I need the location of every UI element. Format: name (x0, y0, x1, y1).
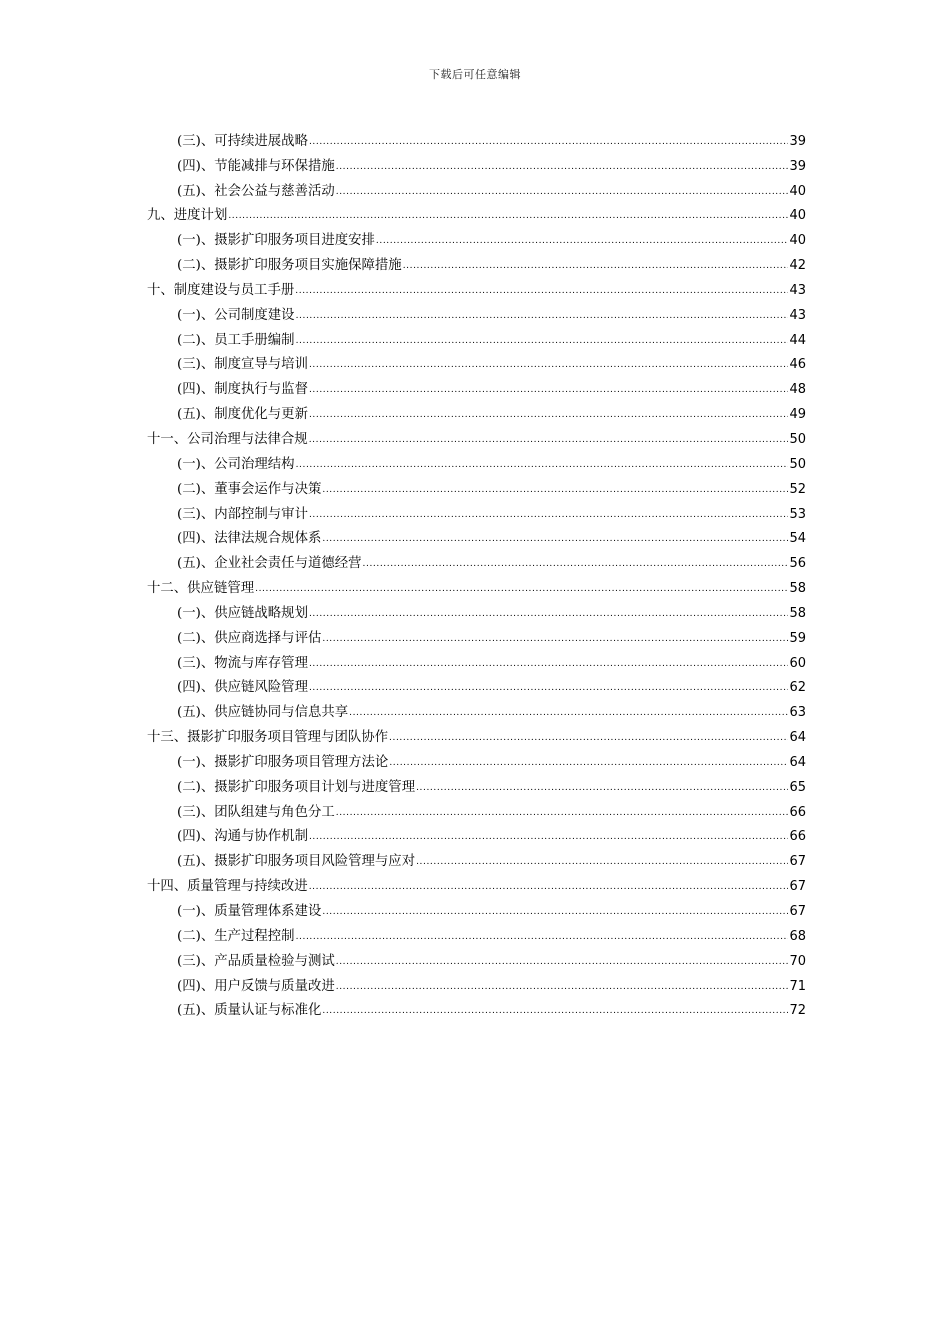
toc-entry-title: 十一、公司治理与法律合规 (147, 431, 308, 447)
toc-page-number: 64 (789, 730, 806, 746)
toc-dot-leader (389, 734, 788, 743)
toc-section-entry[interactable] (147, 797, 806, 822)
toc-dot-leader (309, 511, 788, 520)
toc-section-entry[interactable] (147, 449, 806, 474)
toc-page-number: 58 (789, 605, 806, 621)
toc-section-entry[interactable] (147, 971, 806, 996)
toc-section-entry[interactable] (147, 648, 806, 673)
toc-section-entry[interactable] (147, 325, 806, 350)
toc-page-number: 50 (789, 456, 806, 472)
toc-chapter-entry[interactable] (147, 201, 806, 226)
toc-entry-title: (二)、摄影扩印服务项目计划与进度管理 (177, 779, 416, 795)
toc-dot-leader (322, 1007, 788, 1016)
toc-page-number: 64 (789, 754, 806, 770)
toc-section-entry[interactable] (147, 374, 806, 399)
toc-page-number: 62 (789, 680, 806, 696)
page-header: 下载后可任意编辑 (429, 68, 521, 81)
toc-entry-title: (五)、供应链协同与信息共享 (177, 705, 349, 721)
toc-entry-title: (二)、生产过程控制 (177, 928, 295, 944)
toc-section-entry[interactable] (147, 126, 806, 151)
toc-page-number: 52 (789, 481, 806, 497)
toc-page-number: 44 (789, 332, 806, 348)
toc-dot-leader (376, 237, 789, 246)
toc-page-number: 67 (789, 879, 806, 895)
toc-dot-leader (309, 883, 789, 892)
toc-dot-leader (296, 312, 789, 321)
toc-entry-title: (四)、用户反馈与质量改进 (177, 978, 335, 994)
toc-page-number: 48 (789, 382, 806, 398)
toc-dot-leader (322, 908, 788, 917)
toc-dot-leader (336, 983, 789, 992)
toc-section-entry[interactable] (147, 548, 806, 573)
toc-dot-leader (255, 585, 788, 594)
toc-entry-title: (五)、质量认证与标准化 (177, 1003, 322, 1019)
toc-page-number: 67 (789, 904, 806, 919)
toc-dot-leader (309, 386, 788, 395)
toc-page-number: 58 (789, 581, 806, 597)
toc-dot-leader (322, 535, 788, 544)
toc-page-number: 39 (789, 158, 806, 174)
toc-dot-leader (336, 809, 789, 818)
toc-entry-title: (四)、节能减排与环保措施 (177, 158, 335, 174)
toc-chapter-entry[interactable] (147, 722, 806, 747)
toc-page-number: 43 (789, 307, 806, 323)
toc-chapter-entry[interactable] (147, 275, 806, 300)
toc-dot-leader (296, 461, 789, 470)
toc-section-entry[interactable] (147, 474, 806, 499)
toc-chapter-entry[interactable] (147, 573, 806, 598)
toc-page-number: 63 (789, 705, 806, 721)
toc-dot-leader (309, 411, 788, 420)
toc-entry-title: (三)、内部控制与审计 (177, 506, 308, 522)
toc-section-entry[interactable] (147, 822, 806, 847)
toc-page-number: 59 (789, 630, 806, 646)
toc-entry-title: (三)、制度宣导与培训 (177, 357, 308, 373)
toc-entry-title: 十三、摄影扩印服务项目管理与团队协作 (147, 730, 389, 746)
toc-section-entry[interactable] (147, 846, 806, 871)
toc-page-number: 65 (789, 779, 806, 795)
toc-section-entry[interactable] (147, 399, 806, 424)
toc-dot-leader (309, 660, 788, 669)
toc-section-entry[interactable] (147, 747, 806, 772)
toc-entry-title: (一)、质量管理体系建设 (177, 904, 322, 919)
toc-dot-leader (296, 337, 789, 346)
toc-page-number: 50 (789, 431, 806, 447)
toc-entry-title: (二)、董事会运作与决策 (177, 481, 322, 497)
toc-page-number: 70 (789, 953, 806, 969)
toc-page-number: 40 (789, 208, 806, 224)
toc-page-number: 43 (789, 282, 806, 298)
toc-page-number: 71 (789, 978, 806, 994)
toc-dot-leader (309, 361, 788, 370)
toc-chapter-entry[interactable] (147, 424, 806, 449)
toc-page-number: 40 (789, 233, 806, 249)
toc-entry-title: (三)、物流与库存管理 (177, 655, 308, 671)
toc-chapter-entry[interactable] (147, 871, 806, 896)
toc-section-entry[interactable] (147, 524, 806, 549)
toc-entry-title: (一)、摄影扩印服务项目管理方法论 (177, 754, 389, 770)
toc-entry-title: (一)、供应链战略规划 (177, 605, 308, 621)
toc-entry-title: (二)、供应商选择与评估 (177, 630, 322, 646)
toc-entry-title: (二)、员工手册编制 (177, 332, 295, 348)
toc-section-entry[interactable] (147, 772, 806, 797)
toc-dot-leader (309, 833, 788, 842)
toc-dot-leader (416, 858, 788, 867)
toc-section-entry[interactable] (147, 946, 806, 971)
toc-entry-title: (一)、摄影扩印服务项目进度安排 (177, 233, 375, 249)
toc-entry-title: (一)、公司制度建设 (177, 307, 295, 323)
toc-page-number: 39 (789, 133, 806, 149)
toc-entry-title: (五)、制度优化与更新 (177, 407, 308, 423)
toc-entry-title: (三)、产品质量检验与测试 (177, 953, 335, 969)
toc-entry-title: (一)、公司治理结构 (177, 456, 295, 472)
toc-entry-title: (五)、摄影扩印服务项目风险管理与应对 (177, 854, 416, 870)
toc-page-number: 46 (789, 357, 806, 373)
toc-dot-leader (336, 163, 789, 172)
toc-entry-title: 九、进度计划 (147, 208, 228, 224)
toc-entry-title: 十二、供应链管理 (147, 581, 255, 597)
toc-dot-leader (309, 436, 789, 445)
toc-dot-leader (309, 610, 788, 619)
toc-dot-leader (403, 262, 789, 271)
toc-entry-title: (五)、社会公益与慈善活动 (177, 183, 335, 199)
toc-dot-leader (309, 684, 788, 693)
toc-dot-leader (322, 486, 788, 495)
toc-entry-title: (五)、企业社会责任与道德经营 (177, 556, 362, 572)
toc-section-entry[interactable] (147, 176, 806, 201)
toc-page-number: 68 (789, 928, 806, 944)
toc-page-number: 54 (789, 531, 806, 547)
toc-dot-leader (322, 635, 788, 644)
toc-entry-title: (二)、摄影扩印服务项目实施保障措施 (177, 258, 402, 274)
toc-page-number: 66 (789, 829, 806, 845)
toc-dot-leader (349, 709, 788, 718)
toc-section-entry[interactable] (147, 921, 806, 946)
toc-section-entry[interactable] (147, 300, 806, 325)
toc-entry-title: (四)、法律法规合规体系 (177, 531, 322, 547)
toc-section-entry[interactable] (147, 623, 806, 648)
toc-dot-leader (336, 958, 789, 967)
toc-dot-leader (389, 759, 788, 768)
toc-page-number: 56 (789, 556, 806, 572)
toc-entry-title: (四)、制度执行与监督 (177, 382, 308, 398)
toc-page-number: 42 (789, 258, 806, 274)
toc-section-entry[interactable] (147, 996, 806, 1021)
toc-section-entry[interactable] (147, 350, 806, 375)
toc-section-entry[interactable] (147, 896, 806, 921)
toc-entry-title: (三)、可持续进展战略 (177, 133, 308, 149)
toc-section-entry[interactable] (147, 673, 806, 698)
toc-page-number: 60 (789, 655, 806, 671)
table-of-contents (147, 126, 806, 1020)
toc-section-entry[interactable] (147, 499, 806, 524)
toc-dot-leader (416, 784, 788, 793)
toc-dot-leader (309, 138, 788, 147)
toc-page-number: 72 (789, 1003, 806, 1019)
toc-page-number: 49 (789, 407, 806, 423)
toc-entry-title: (三)、团队组建与角色分工 (177, 804, 335, 820)
toc-section-entry[interactable] (147, 151, 806, 176)
toc-section-entry[interactable] (147, 697, 806, 722)
toc-page-number: 66 (789, 804, 806, 820)
toc-page-number: 53 (789, 506, 806, 522)
toc-dot-leader (228, 212, 788, 221)
toc-section-entry[interactable] (147, 598, 806, 623)
toc-section-entry[interactable] (147, 225, 806, 250)
toc-dot-leader (363, 560, 789, 569)
toc-page-number: 67 (789, 854, 806, 870)
toc-section-entry[interactable] (147, 250, 806, 275)
toc-dot-leader (295, 287, 788, 296)
toc-entry-title: 十四、质量管理与持续改进 (147, 879, 308, 895)
toc-page-number: 40 (789, 183, 806, 199)
toc-entry-title: (四)、供应链风险管理 (177, 680, 308, 696)
toc-dot-leader (336, 188, 789, 197)
toc-entry-title: 十、制度建设与员工手册 (147, 282, 295, 298)
toc-entry-title: (四)、沟通与协作机制 (177, 829, 308, 845)
toc-dot-leader (296, 933, 789, 942)
